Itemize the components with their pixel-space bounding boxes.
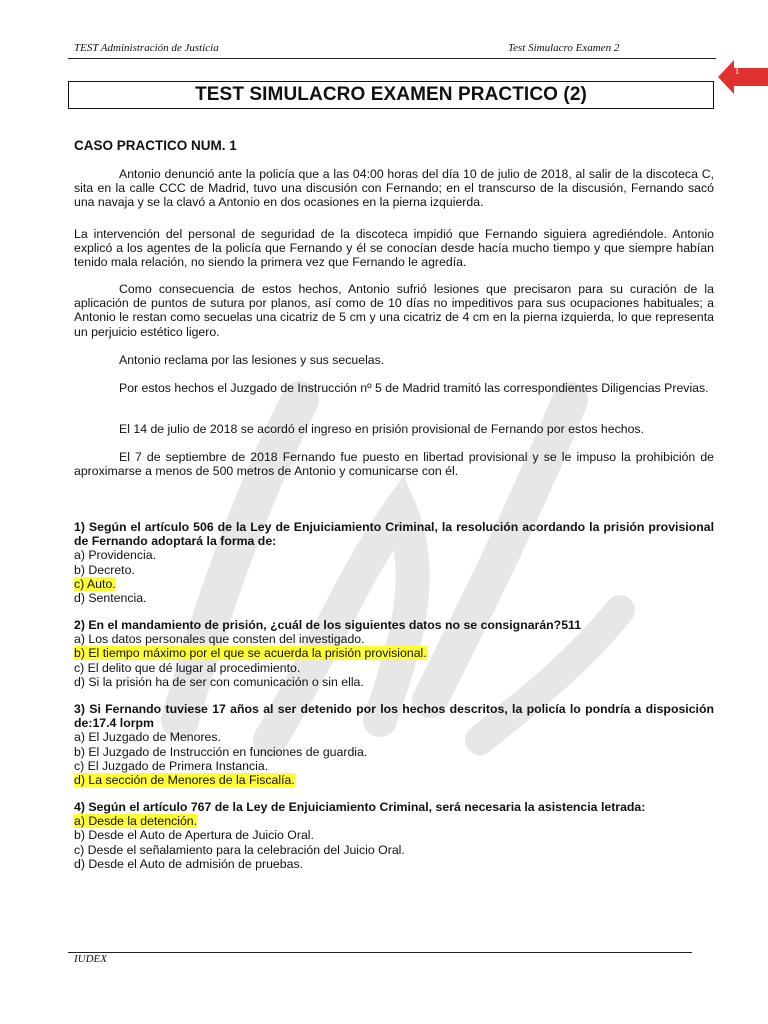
answer-option[interactable] xyxy=(74,591,714,605)
paragraph-6: El 14 de julio de 2018 se acordó el ingreso en prisión provisional de Fernando por estos hechos. xyxy=(119,422,645,436)
question-text: 4) Según el artículo 767 de la Ley de Enjuiciamiento Criminal, será necesaria la asistencia letrada: xyxy=(74,800,646,814)
option-text: d) Desde el Auto de admisión de pruebas. xyxy=(74,856,304,871)
paragraph-2: La intervención del personal de seguridad de la discoteca impidió que Fernando siguiera agrediéndole. Antonio explicó a los agentes de la policía que Fernando y él se conocían desde hacía mucho tiempo y que siempre habían tenido mala relación, no siendo la primera vez que Fernando le agredía. xyxy=(74,227,714,270)
option-text-highlighted: b) El tiempo máximo por el que se acuerda la prisión provisional. xyxy=(74,646,427,661)
page-title: TEST SIMULACRO EXAMEN PRACTICO (2) xyxy=(195,84,587,105)
option-text: b) El Juzgado de Instrucción en funciones de guardia. xyxy=(74,744,368,759)
answer-option[interactable] xyxy=(74,577,714,591)
paragraph-3: Como consecuencia de estos hechos, Antonio sufrió lesiones que precisaron para su curación de la aplicación de puntos de sutura por planos, así como de 10 días no impeditivos para sus ocupaciones habituales; a Antonio le restan como secuelas una cicatriz de 5 cm y una cicatriz de 4 cm en la pierna izquierda, lo que representa un perjuicio estético ligero. xyxy=(74,282,714,339)
option-text: d) Sentencia. xyxy=(74,591,147,606)
option-text: d) Si la prisión ha de ser con comunicación o sin ella. xyxy=(74,674,364,689)
answer-option[interactable] xyxy=(74,548,714,562)
question-4 xyxy=(74,800,714,871)
option-text: a) Providencia. xyxy=(74,548,157,563)
header-divider xyxy=(68,58,716,59)
question-text: 2) En el mandamiento de prisión, ¿cuál de los siguientes datos no se consignarán?511 xyxy=(74,618,582,632)
answer-option[interactable] xyxy=(74,730,714,744)
option-text: c) El Juzgado de Primera Instancia. xyxy=(74,758,269,773)
footer-divider xyxy=(68,952,692,953)
answer-option[interactable] xyxy=(74,759,714,773)
answer-option[interactable] xyxy=(74,632,714,646)
answer-option[interactable] xyxy=(74,814,714,828)
option-text: b) Decreto. xyxy=(74,562,135,577)
footer-text: IUDEX xyxy=(74,953,107,965)
header-right-text: Test Simulacro Examen 2 xyxy=(508,42,620,54)
question-text: 3) Si Fernando tuviese 17 años al ser detenido por los hechos descritos, la policía lo pondría a disposición de:17.4 lorpm xyxy=(74,702,714,731)
answer-option[interactable] xyxy=(74,828,714,842)
question-3 xyxy=(74,702,714,787)
bookmark-arrow-icon[interactable] xyxy=(718,58,768,96)
option-text-highlighted: c) Auto. xyxy=(74,576,116,591)
header-left-text: TEST Administración de Justicia xyxy=(74,42,219,54)
title-box xyxy=(68,81,714,109)
answer-option[interactable] xyxy=(74,563,714,577)
answer-option[interactable] xyxy=(74,857,714,871)
option-text: c) Desde el señalamiento para la celebración del Juicio Oral. xyxy=(74,842,405,857)
question-2 xyxy=(74,618,714,689)
option-text: b) Desde el Auto de Apertura de Juicio Oral. xyxy=(74,828,314,843)
option-text: c) El delito que dé lugar al procedimiento. xyxy=(74,660,301,675)
page-number: 1 xyxy=(734,66,740,77)
paragraph-4: Antonio reclama por las lesiones y sus secuelas. xyxy=(119,353,385,367)
answer-option[interactable] xyxy=(74,661,714,675)
question-1 xyxy=(74,520,714,605)
answer-option[interactable] xyxy=(74,745,714,759)
answer-option[interactable] xyxy=(74,843,714,857)
answer-option[interactable] xyxy=(74,675,714,689)
option-text: a) Los datos personales que consten del investigado. xyxy=(74,632,365,647)
answer-option[interactable] xyxy=(74,646,714,660)
option-text: a) El Juzgado de Menores. xyxy=(74,730,221,745)
paragraph-5: Por estos hechos el Juzgado de Instrucción nº 5 de Madrid tramitó las correspondientes Diligencias Previas. xyxy=(119,381,709,395)
case-title: CASO PRACTICO NUM. 1 xyxy=(74,138,237,153)
question-text: 1) Según el artículo 506 de la Ley de Enjuiciamiento Criminal, la resolución acordando la prisión provisional de Fernando adoptará la forma de: xyxy=(74,520,714,549)
paragraph-7: El 7 de septiembre de 2018 Fernando fue puesto en libertad provisional y se le impuso la prohibición de aproximarse a menos de 500 metros de Antonio y comunicarse con él. xyxy=(74,450,714,479)
answer-option[interactable] xyxy=(74,773,714,787)
paragraph-1: Antonio denunció ante la policía que a las 04:00 horas del día 10 de julio de 2018, al salir de la discoteca C, sita en la calle CCC de Madrid, tuvo una discusión con Fernando; en el transcurso de la discusión, Fernando sacó una navaja y se la clavó a Antonio en dos ocasiones en la pierna izquierda. xyxy=(74,167,714,210)
option-text-highlighted: a) Desde la detención. xyxy=(74,814,198,829)
option-text-highlighted: d) La sección de Menores de la Fiscalía. xyxy=(74,773,295,788)
